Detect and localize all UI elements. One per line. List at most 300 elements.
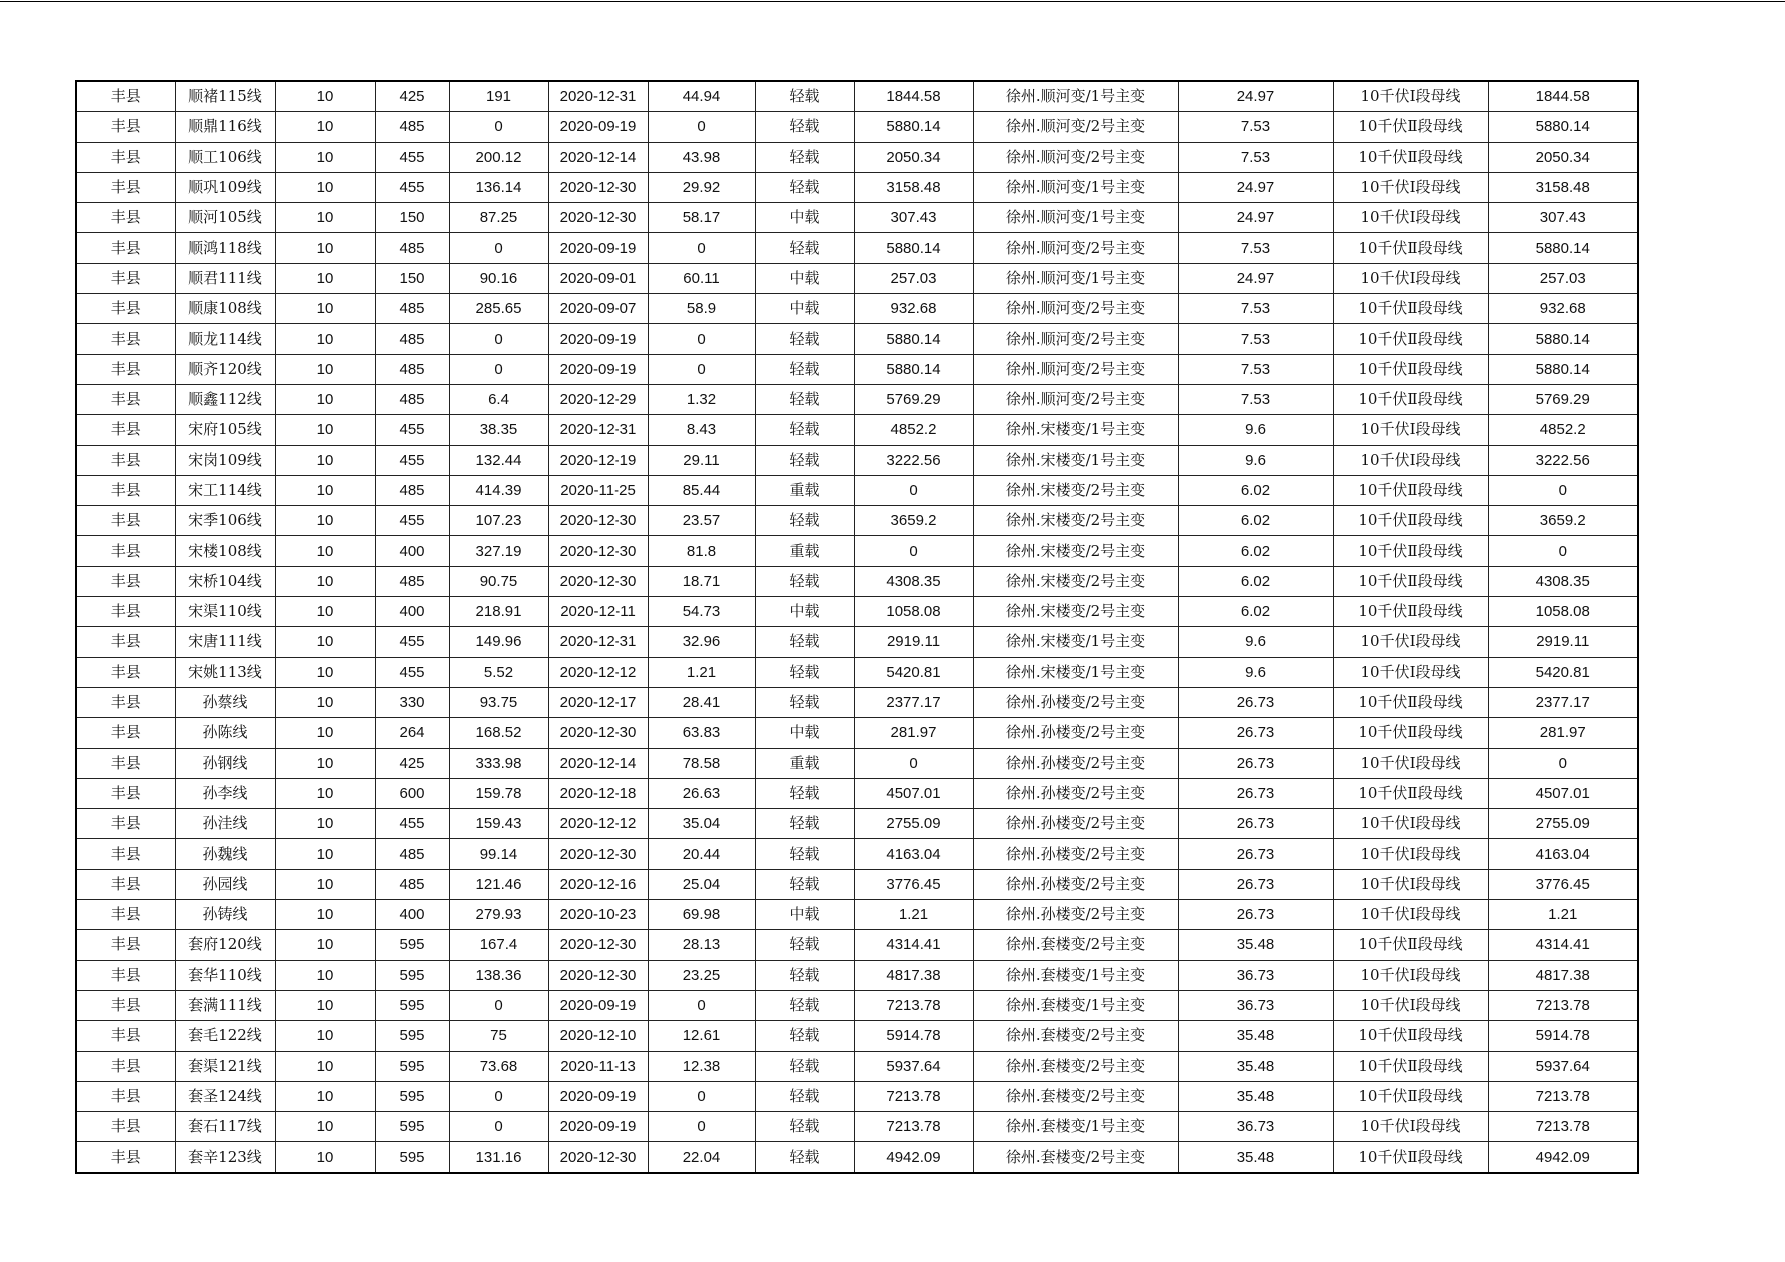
- bus-section-cell: 10千伏Ⅰ段母线: [1333, 990, 1488, 1020]
- rated-current-cell: 150: [375, 263, 449, 293]
- feeder-name-cell: 孙园线: [175, 869, 275, 899]
- county-cell: 丰县: [76, 172, 175, 202]
- date-cell: 2020-12-31: [548, 415, 648, 445]
- date-cell: 2020-09-19: [548, 1081, 648, 1111]
- table-row: [76, 536, 1638, 566]
- bus-section-cell: 10千伏Ⅰ段母线: [1333, 81, 1488, 112]
- table-row: [76, 809, 1638, 839]
- county-cell: 丰县: [76, 930, 175, 960]
- table-row: [76, 930, 1638, 960]
- bus-section-cell: 10千伏Ⅱ段母线: [1333, 142, 1488, 172]
- bus-capacity-cell: 2377.17: [1488, 687, 1638, 717]
- max-current-cell: 132.44: [449, 445, 548, 475]
- available-capacity-cell: 4314.41: [854, 930, 973, 960]
- transformer-cell: 徐州.孙楼变/2号主变: [973, 687, 1178, 717]
- bus-capacity-cell: 5937.64: [1488, 1051, 1638, 1081]
- date-cell: 2020-12-30: [548, 1142, 648, 1173]
- bus-section-cell: 10千伏Ⅱ段母线: [1333, 1051, 1488, 1081]
- voltage-cell: 10: [275, 112, 375, 142]
- rated-current-cell: 595: [375, 1021, 449, 1051]
- available-capacity-cell: 3222.56: [854, 445, 973, 475]
- bus-capacity-cell: 5880.14: [1488, 354, 1638, 384]
- feeder-name-cell: 顺龙114线: [175, 324, 275, 354]
- bus-capacity-cell: 1.21: [1488, 900, 1638, 930]
- load-status-cell: 轻载: [755, 1081, 854, 1111]
- voltage-cell: 10: [275, 475, 375, 505]
- table-row: [76, 475, 1638, 505]
- transformer-load-cell: 24.97: [1178, 172, 1333, 202]
- bus-capacity-cell: 2050.34: [1488, 142, 1638, 172]
- county-cell: 丰县: [76, 1142, 175, 1173]
- transformer-cell: 徐州.宋楼变/1号主变: [973, 445, 1178, 475]
- county-cell: 丰县: [76, 900, 175, 930]
- rated-current-cell: 595: [375, 1112, 449, 1142]
- county-cell: 丰县: [76, 536, 175, 566]
- transformer-cell: 徐州.套楼变/1号主变: [973, 990, 1178, 1020]
- available-capacity-cell: 5880.14: [854, 324, 973, 354]
- transformer-load-cell: 7.53: [1178, 112, 1333, 142]
- max-current-cell: 167.4: [449, 930, 548, 960]
- max-current-cell: 93.75: [449, 687, 548, 717]
- load-status-cell: 轻载: [755, 687, 854, 717]
- load-status-cell: 轻载: [755, 566, 854, 596]
- bus-section-cell: 10千伏Ⅱ段母线: [1333, 506, 1488, 536]
- bus-capacity-cell: 0: [1488, 748, 1638, 778]
- bus-capacity-cell: 3659.2: [1488, 506, 1638, 536]
- bus-section-cell: 10千伏Ⅱ段母线: [1333, 930, 1488, 960]
- transformer-load-cell: 9.6: [1178, 415, 1333, 445]
- max-current-cell: 191: [449, 81, 548, 112]
- voltage-cell: 10: [275, 597, 375, 627]
- county-cell: 丰县: [76, 718, 175, 748]
- feeder-name-cell: 顺鑫112线: [175, 384, 275, 414]
- rated-current-cell: 400: [375, 597, 449, 627]
- available-capacity-cell: 5880.14: [854, 233, 973, 263]
- bus-capacity-cell: 4507.01: [1488, 778, 1638, 808]
- bus-capacity-cell: 7213.78: [1488, 1081, 1638, 1111]
- transformer-load-cell: 26.73: [1178, 687, 1333, 717]
- bus-section-cell: 10千伏Ⅰ段母线: [1333, 627, 1488, 657]
- load-rate-cell: 25.04: [648, 869, 755, 899]
- transformer-load-cell: 35.48: [1178, 1051, 1333, 1081]
- date-cell: 2020-12-30: [548, 960, 648, 990]
- available-capacity-cell: 0: [854, 748, 973, 778]
- table-row: [76, 839, 1638, 869]
- feeder-name-cell: 宋唐111线: [175, 627, 275, 657]
- max-current-cell: 6.4: [449, 384, 548, 414]
- transformer-cell: 徐州.宋楼变/2号主变: [973, 566, 1178, 596]
- date-cell: 2020-12-30: [548, 839, 648, 869]
- table-row: [76, 1021, 1638, 1051]
- load-rate-cell: 28.13: [648, 930, 755, 960]
- county-cell: 丰县: [76, 233, 175, 263]
- max-current-cell: 0: [449, 354, 548, 384]
- bus-capacity-cell: 5880.14: [1488, 233, 1638, 263]
- load-rate-cell: 0: [648, 112, 755, 142]
- available-capacity-cell: 2050.34: [854, 142, 973, 172]
- load-rate-cell: 12.38: [648, 1051, 755, 1081]
- transformer-load-cell: 7.53: [1178, 142, 1333, 172]
- date-cell: 2020-09-19: [548, 354, 648, 384]
- table-row: [76, 1051, 1638, 1081]
- transformer-cell: 徐州.孙楼变/2号主变: [973, 869, 1178, 899]
- table-row: [76, 1142, 1638, 1173]
- feeder-name-cell: 顺工106线: [175, 142, 275, 172]
- table-row: [76, 233, 1638, 263]
- date-cell: 2020-12-30: [548, 536, 648, 566]
- date-cell: 2020-12-31: [548, 627, 648, 657]
- available-capacity-cell: 3659.2: [854, 506, 973, 536]
- transformer-load-cell: 6.02: [1178, 536, 1333, 566]
- bus-section-cell: 10千伏Ⅱ段母线: [1333, 324, 1488, 354]
- available-capacity-cell: 1.21: [854, 900, 973, 930]
- date-cell: 2020-12-14: [548, 748, 648, 778]
- available-capacity-cell: 281.97: [854, 718, 973, 748]
- table-body: [76, 81, 1638, 1173]
- available-capacity-cell: 5769.29: [854, 384, 973, 414]
- voltage-cell: 10: [275, 384, 375, 414]
- transformer-cell: 徐州.顺河变/1号主变: [973, 172, 1178, 202]
- date-cell: 2020-12-30: [548, 718, 648, 748]
- bus-section-cell: 10千伏Ⅱ段母线: [1333, 536, 1488, 566]
- available-capacity-cell: 5914.78: [854, 1021, 973, 1051]
- bus-capacity-cell: 4942.09: [1488, 1142, 1638, 1173]
- transformer-load-cell: 35.48: [1178, 1081, 1333, 1111]
- county-cell: 丰县: [76, 81, 175, 112]
- transformer-cell: 徐州.套楼变/1号主变: [973, 960, 1178, 990]
- rated-current-cell: 595: [375, 960, 449, 990]
- county-cell: 丰县: [76, 263, 175, 293]
- bus-capacity-cell: 5420.81: [1488, 657, 1638, 687]
- voltage-cell: 10: [275, 960, 375, 990]
- voltage-cell: 10: [275, 1142, 375, 1173]
- bus-section-cell: 10千伏Ⅱ段母线: [1333, 1021, 1488, 1051]
- transformer-load-cell: 36.73: [1178, 990, 1333, 1020]
- county-cell: 丰县: [76, 142, 175, 172]
- bus-section-cell: 10千伏Ⅱ段母线: [1333, 354, 1488, 384]
- table-row: [76, 900, 1638, 930]
- available-capacity-cell: 4852.2: [854, 415, 973, 445]
- transformer-load-cell: 36.73: [1178, 1112, 1333, 1142]
- county-cell: 丰县: [76, 990, 175, 1020]
- load-rate-cell: 69.98: [648, 900, 755, 930]
- feeder-name-cell: 宋姚113线: [175, 657, 275, 687]
- bus-section-cell: 10千伏Ⅱ段母线: [1333, 1142, 1488, 1173]
- county-cell: 丰县: [76, 445, 175, 475]
- load-status-cell: 轻载: [755, 657, 854, 687]
- voltage-cell: 10: [275, 536, 375, 566]
- load-rate-cell: 22.04: [648, 1142, 755, 1173]
- transformer-cell: 徐州.顺河变/2号主变: [973, 354, 1178, 384]
- bus-capacity-cell: 5880.14: [1488, 324, 1638, 354]
- transformer-load-cell: 6.02: [1178, 597, 1333, 627]
- load-status-cell: 轻载: [755, 839, 854, 869]
- bus-capacity-cell: 3158.48: [1488, 172, 1638, 202]
- date-cell: 2020-09-19: [548, 990, 648, 1020]
- rated-current-cell: 485: [375, 354, 449, 384]
- voltage-cell: 10: [275, 566, 375, 596]
- bus-section-cell: 10千伏Ⅰ段母线: [1333, 960, 1488, 990]
- load-status-cell: 重载: [755, 475, 854, 505]
- transformer-cell: 徐州.顺河变/2号主变: [973, 142, 1178, 172]
- date-cell: 2020-12-11: [548, 597, 648, 627]
- load-rate-cell: 0: [648, 354, 755, 384]
- county-cell: 丰县: [76, 475, 175, 505]
- bus-capacity-cell: 4163.04: [1488, 839, 1638, 869]
- rated-current-cell: 485: [375, 112, 449, 142]
- load-status-cell: 中载: [755, 203, 854, 233]
- rated-current-cell: 600: [375, 778, 449, 808]
- load-status-cell: 轻载: [755, 1142, 854, 1173]
- date-cell: 2020-12-30: [548, 930, 648, 960]
- bus-capacity-cell: 281.97: [1488, 718, 1638, 748]
- max-current-cell: 136.14: [449, 172, 548, 202]
- voltage-cell: 10: [275, 354, 375, 384]
- load-status-cell: 轻载: [755, 354, 854, 384]
- load-rate-cell: 78.58: [648, 748, 755, 778]
- voltage-cell: 10: [275, 1112, 375, 1142]
- bus-section-cell: 10千伏Ⅰ段母线: [1333, 900, 1488, 930]
- table-row: [76, 627, 1638, 657]
- voltage-cell: 10: [275, 445, 375, 475]
- feeder-name-cell: 宋楼108线: [175, 536, 275, 566]
- date-cell: 2020-09-19: [548, 233, 648, 263]
- transformer-cell: 徐州.孙楼变/2号主变: [973, 809, 1178, 839]
- rated-current-cell: 455: [375, 809, 449, 839]
- bus-capacity-cell: 7213.78: [1488, 990, 1638, 1020]
- bus-section-cell: 10千伏Ⅱ段母线: [1333, 475, 1488, 505]
- table-row: [76, 1112, 1638, 1142]
- date-cell: 2020-11-25: [548, 475, 648, 505]
- rated-current-cell: 595: [375, 990, 449, 1020]
- load-status-cell: 轻载: [755, 324, 854, 354]
- max-current-cell: 168.52: [449, 718, 548, 748]
- date-cell: 2020-11-13: [548, 1051, 648, 1081]
- rated-current-cell: 425: [375, 748, 449, 778]
- load-status-cell: 轻载: [755, 778, 854, 808]
- voltage-cell: 10: [275, 990, 375, 1020]
- load-status-cell: 中载: [755, 597, 854, 627]
- bus-capacity-cell: 0: [1488, 536, 1638, 566]
- bus-capacity-cell: 0: [1488, 475, 1638, 505]
- load-rate-cell: 20.44: [648, 839, 755, 869]
- rated-current-cell: 330: [375, 687, 449, 717]
- voltage-cell: 10: [275, 687, 375, 717]
- feeder-name-cell: 套华110线: [175, 960, 275, 990]
- load-rate-cell: 29.92: [648, 172, 755, 202]
- voltage-cell: 10: [275, 778, 375, 808]
- max-current-cell: 0: [449, 324, 548, 354]
- load-status-cell: 轻载: [755, 384, 854, 414]
- county-cell: 丰县: [76, 415, 175, 445]
- load-rate-cell: 81.8: [648, 536, 755, 566]
- load-status-cell: 轻载: [755, 506, 854, 536]
- date-cell: 2020-09-01: [548, 263, 648, 293]
- transformer-cell: 徐州.宋楼变/2号主变: [973, 597, 1178, 627]
- date-cell: 2020-12-29: [548, 384, 648, 414]
- feeder-name-cell: 孙陈线: [175, 718, 275, 748]
- transformer-cell: 徐州.顺河变/2号主变: [973, 324, 1178, 354]
- date-cell: 2020-09-19: [548, 112, 648, 142]
- feeder-name-cell: 顺巩109线: [175, 172, 275, 202]
- max-current-cell: 159.43: [449, 809, 548, 839]
- table-row: [76, 81, 1638, 112]
- feeder-name-cell: 孙钢线: [175, 748, 275, 778]
- load-status-cell: 轻载: [755, 415, 854, 445]
- rated-current-cell: 455: [375, 657, 449, 687]
- available-capacity-cell: 4163.04: [854, 839, 973, 869]
- table-row: [76, 990, 1638, 1020]
- load-status-cell: 轻载: [755, 172, 854, 202]
- available-capacity-cell: 5880.14: [854, 354, 973, 384]
- rated-current-cell: 485: [375, 384, 449, 414]
- date-cell: 2020-09-19: [548, 1112, 648, 1142]
- transformer-load-cell: 26.73: [1178, 809, 1333, 839]
- transformer-load-cell: 35.48: [1178, 930, 1333, 960]
- voltage-cell: 10: [275, 627, 375, 657]
- available-capacity-cell: 2755.09: [854, 809, 973, 839]
- load-status-cell: 轻载: [755, 1021, 854, 1051]
- max-current-cell: 131.16: [449, 1142, 548, 1173]
- bus-capacity-cell: 4852.2: [1488, 415, 1638, 445]
- rated-current-cell: 455: [375, 415, 449, 445]
- county-cell: 丰县: [76, 748, 175, 778]
- voltage-cell: 10: [275, 172, 375, 202]
- voltage-cell: 10: [275, 203, 375, 233]
- bus-section-cell: 10千伏Ⅰ段母线: [1333, 445, 1488, 475]
- bus-section-cell: 10千伏Ⅰ段母线: [1333, 172, 1488, 202]
- load-rate-cell: 0: [648, 990, 755, 1020]
- bus-section-cell: 10千伏Ⅰ段母线: [1333, 1112, 1488, 1142]
- date-cell: 2020-12-19: [548, 445, 648, 475]
- table-row: [76, 748, 1638, 778]
- feeder-name-cell: 套石117线: [175, 1112, 275, 1142]
- transformer-load-cell: 7.53: [1178, 233, 1333, 263]
- transformer-cell: 徐州.孙楼变/2号主变: [973, 839, 1178, 869]
- voltage-cell: 10: [275, 809, 375, 839]
- transformer-cell: 徐州.顺河变/1号主变: [973, 81, 1178, 112]
- transformer-cell: 徐州.宋楼变/1号主变: [973, 657, 1178, 687]
- rated-current-cell: 455: [375, 142, 449, 172]
- rated-current-cell: 485: [375, 475, 449, 505]
- date-cell: 2020-12-30: [548, 203, 648, 233]
- load-status-cell: 中载: [755, 263, 854, 293]
- county-cell: 丰县: [76, 566, 175, 596]
- feeder-name-cell: 套渠121线: [175, 1051, 275, 1081]
- load-rate-cell: 35.04: [648, 809, 755, 839]
- feeder-name-cell: 宋府105线: [175, 415, 275, 445]
- available-capacity-cell: 3158.48: [854, 172, 973, 202]
- rated-current-cell: 455: [375, 627, 449, 657]
- bus-capacity-cell: 5769.29: [1488, 384, 1638, 414]
- rated-current-cell: 595: [375, 1081, 449, 1111]
- transformer-load-cell: 26.73: [1178, 718, 1333, 748]
- feeder-name-cell: 顺齐120线: [175, 354, 275, 384]
- available-capacity-cell: 2377.17: [854, 687, 973, 717]
- transformer-cell: 徐州.宋楼变/2号主变: [973, 536, 1178, 566]
- available-capacity-cell: 5420.81: [854, 657, 973, 687]
- available-capacity-cell: 4817.38: [854, 960, 973, 990]
- bus-section-cell: 10千伏Ⅰ段母线: [1333, 869, 1488, 899]
- feeder-name-cell: 套府120线: [175, 930, 275, 960]
- max-current-cell: 0: [449, 233, 548, 263]
- date-cell: 2020-10-23: [548, 900, 648, 930]
- load-rate-cell: 0: [648, 1112, 755, 1142]
- date-cell: 2020-12-17: [548, 687, 648, 717]
- transformer-load-cell: 7.53: [1178, 354, 1333, 384]
- transformer-cell: 徐州.顺河变/2号主变: [973, 294, 1178, 324]
- table-row: [76, 384, 1638, 414]
- bus-capacity-cell: 5880.14: [1488, 112, 1638, 142]
- county-cell: 丰县: [76, 203, 175, 233]
- max-current-cell: 107.23: [449, 506, 548, 536]
- bus-capacity-cell: 307.43: [1488, 203, 1638, 233]
- transformer-cell: 徐州.套楼变/2号主变: [973, 1051, 1178, 1081]
- load-rate-cell: 44.94: [648, 81, 755, 112]
- available-capacity-cell: 2919.11: [854, 627, 973, 657]
- voltage-cell: 10: [275, 839, 375, 869]
- county-cell: 丰县: [76, 597, 175, 627]
- feeder-name-cell: 宋渠110线: [175, 597, 275, 627]
- bus-section-cell: 10千伏Ⅱ段母线: [1333, 384, 1488, 414]
- transformer-cell: 徐州.套楼变/2号主变: [973, 1081, 1178, 1111]
- load-rate-cell: 58.17: [648, 203, 755, 233]
- voltage-cell: 10: [275, 748, 375, 778]
- feeder-name-cell: 套辛123线: [175, 1142, 275, 1173]
- transformer-load-cell: 7.53: [1178, 324, 1333, 354]
- voltage-cell: 10: [275, 1081, 375, 1111]
- date-cell: 2020-12-14: [548, 142, 648, 172]
- load-rate-cell: 1.21: [648, 657, 755, 687]
- max-current-cell: 38.35: [449, 415, 548, 445]
- rated-current-cell: 400: [375, 900, 449, 930]
- county-cell: 丰县: [76, 778, 175, 808]
- bus-section-cell: 10千伏Ⅱ段母线: [1333, 778, 1488, 808]
- load-status-cell: 重载: [755, 536, 854, 566]
- max-current-cell: 414.39: [449, 475, 548, 505]
- rated-current-cell: 485: [375, 324, 449, 354]
- bus-capacity-cell: 2919.11: [1488, 627, 1638, 657]
- bus-capacity-cell: 4817.38: [1488, 960, 1638, 990]
- voltage-cell: 10: [275, 142, 375, 172]
- load-status-cell: 重载: [755, 748, 854, 778]
- transformer-cell: 徐州.顺河变/2号主变: [973, 112, 1178, 142]
- max-current-cell: 121.46: [449, 869, 548, 899]
- table-row: [76, 112, 1638, 142]
- available-capacity-cell: 4507.01: [854, 778, 973, 808]
- transformer-cell: 徐州.套楼变/1号主变: [973, 1112, 1178, 1142]
- date-cell: 2020-12-12: [548, 809, 648, 839]
- transformer-cell: 徐州.套楼变/2号主变: [973, 1142, 1178, 1173]
- date-cell: 2020-09-07: [548, 294, 648, 324]
- max-current-cell: 5.52: [449, 657, 548, 687]
- bus-section-cell: 10千伏Ⅰ段母线: [1333, 203, 1488, 233]
- feeder-name-cell: 宋桥104线: [175, 566, 275, 596]
- load-status-cell: 中载: [755, 718, 854, 748]
- transformer-load-cell: 24.97: [1178, 263, 1333, 293]
- transformer-load-cell: 26.73: [1178, 869, 1333, 899]
- transformer-cell: 徐州.宋楼变/1号主变: [973, 627, 1178, 657]
- feeder-load-table: [75, 80, 1639, 1174]
- transformer-load-cell: 24.97: [1178, 203, 1333, 233]
- available-capacity-cell: 0: [854, 536, 973, 566]
- load-rate-cell: 0: [648, 324, 755, 354]
- date-cell: 2020-12-10: [548, 1021, 648, 1051]
- transformer-cell: 徐州.宋楼变/2号主变: [973, 475, 1178, 505]
- transformer-load-cell: 6.02: [1178, 506, 1333, 536]
- load-rate-cell: 43.98: [648, 142, 755, 172]
- transformer-cell: 徐州.孙楼变/2号主变: [973, 718, 1178, 748]
